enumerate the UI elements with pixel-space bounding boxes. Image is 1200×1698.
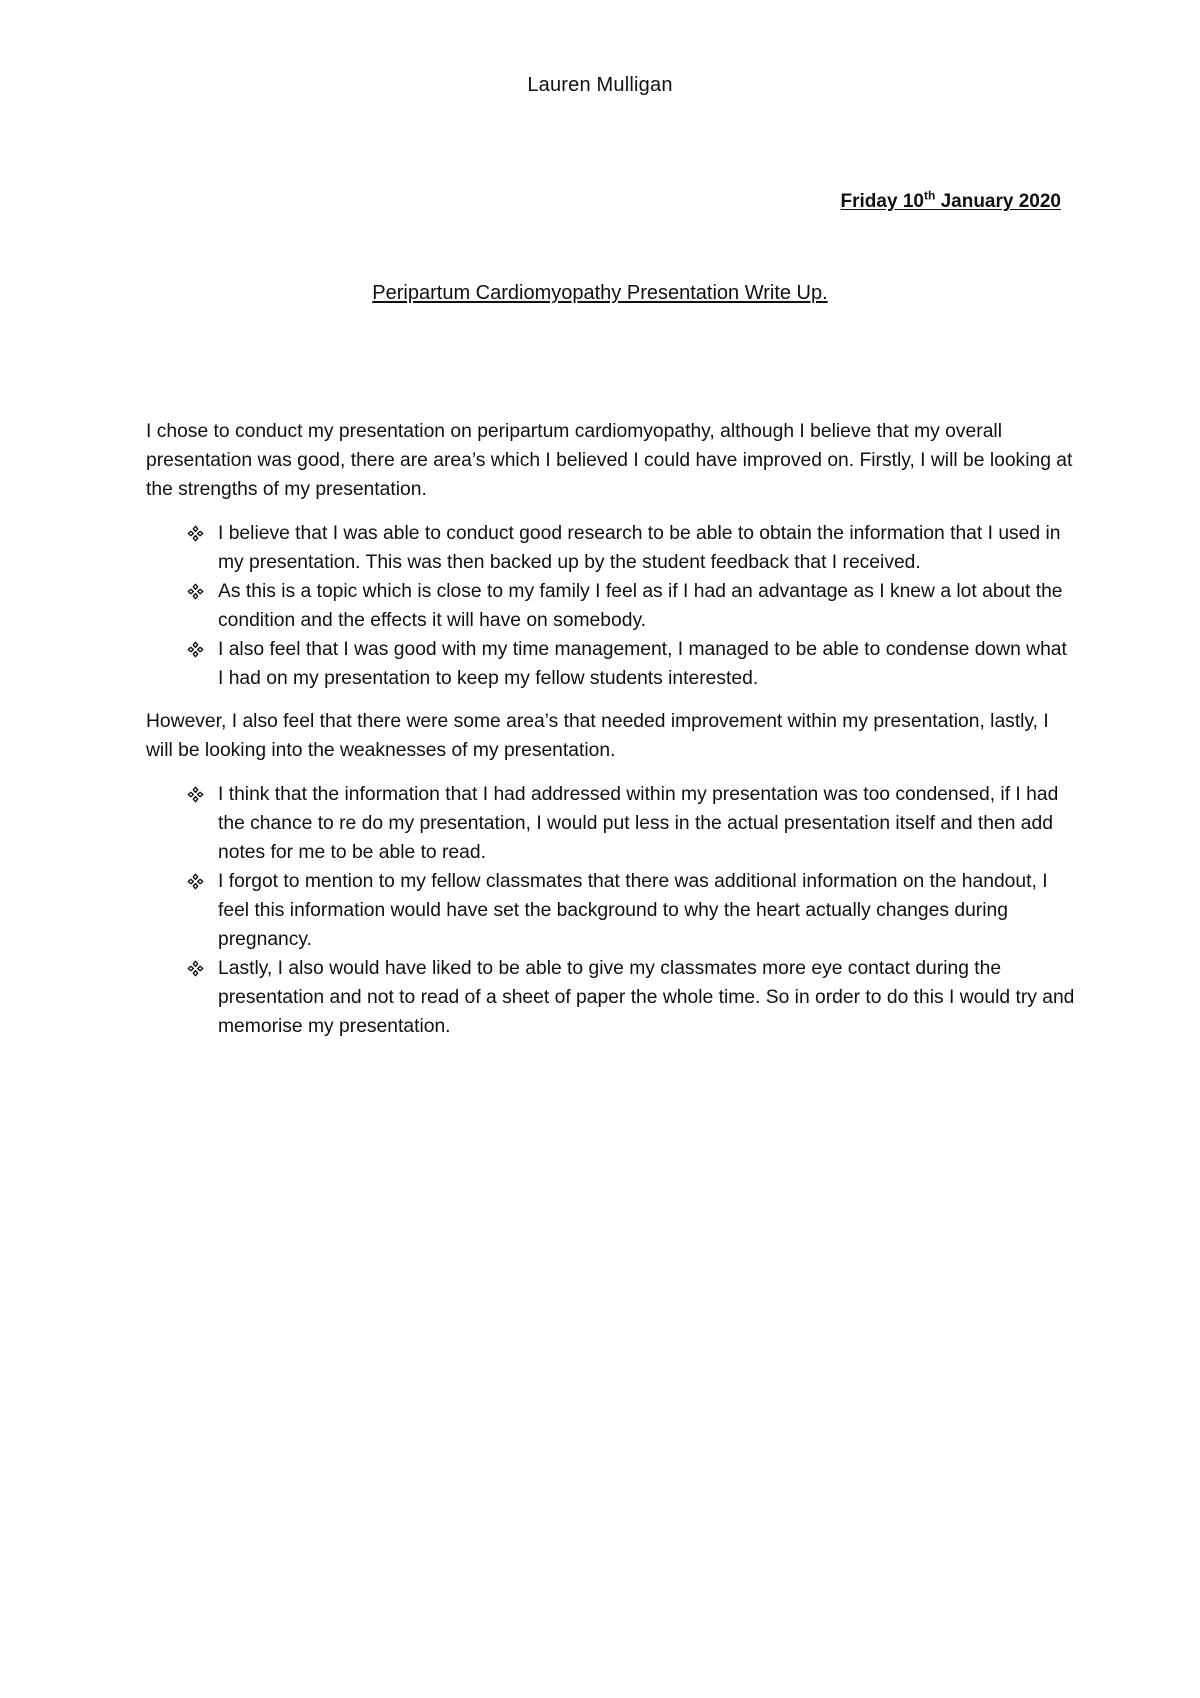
strength-item: [146, 635, 1076, 693]
strength-text: I believe that I was able to conduct good research to be able to obtain the information that I used in my presentation. This was then backed up by the student feedback that I received.: [218, 523, 1061, 573]
strengths-list: [146, 519, 1076, 693]
weakness-item: [146, 954, 1076, 1041]
weakness-text: I forgot to mention to my fellow classmates that there was additional information on the handout, I feel this information would have set the background to why the heart actually changes during pregnancy.: [218, 871, 1048, 950]
document-title: Peripartum Cardiomyopathy Presentation Write Up.: [372, 282, 828, 304]
strength-text: I also feel that I was good with my time management, I managed to be able to condense down what I had on my presentation to keep my fellow students interested.: [218, 639, 1067, 689]
weaknesses-list: [146, 780, 1076, 1041]
intro-paragraph: I chose to conduct my presentation on peripartum cardiomyopathy, although I believe that my overall presentation was good, there are area’s which I believed I could have improved on. Firstly, I will be looking at the strengths of my presentation.: [146, 421, 1073, 500]
strength-item: [146, 519, 1076, 577]
four-diamond-icon: [183, 635, 207, 664]
four-diamond-icon: [183, 954, 207, 983]
four-diamond-icon: [183, 519, 207, 548]
weakness-text: I think that the information that I had addressed within my presentation was too condensed, if I had the chance to re do my presentation, I would put less in the actual presentation itself and then add notes for me to be able to read.: [218, 784, 1059, 863]
weakness-text: Lastly, I also would have liked to be able to give my classmates more eye contact during the presentation and not to read of a sheet of paper the whole time. So in order to do this I would try and memorise my presentation.: [218, 958, 1075, 1037]
strength-item: [146, 577, 1076, 635]
weakness-item: [146, 867, 1076, 954]
strength-text: As this is a topic which is close to my family I feel as if I had an advantage as I knew a lot about the condition and the effects it will have on somebody.: [218, 581, 1063, 631]
four-diamond-icon: [183, 577, 207, 606]
document-body: [146, 417, 1076, 1055]
four-diamond-icon: [183, 780, 207, 809]
weakness-item: [146, 780, 1076, 867]
date-day: Friday 10: [840, 191, 924, 212]
transition-paragraph: However, I also feel that there were some area’s that needed improvement within my presentation, lastly, I will be looking into the weaknesses of my presentation.: [146, 711, 1049, 761]
four-diamond-icon: [183, 867, 207, 896]
date-month-year: January 2020: [935, 191, 1061, 212]
document-date: [840, 188, 1061, 213]
date-ordinal-suffix: th: [923, 188, 936, 203]
author-name: Lauren Mulligan: [527, 74, 673, 96]
